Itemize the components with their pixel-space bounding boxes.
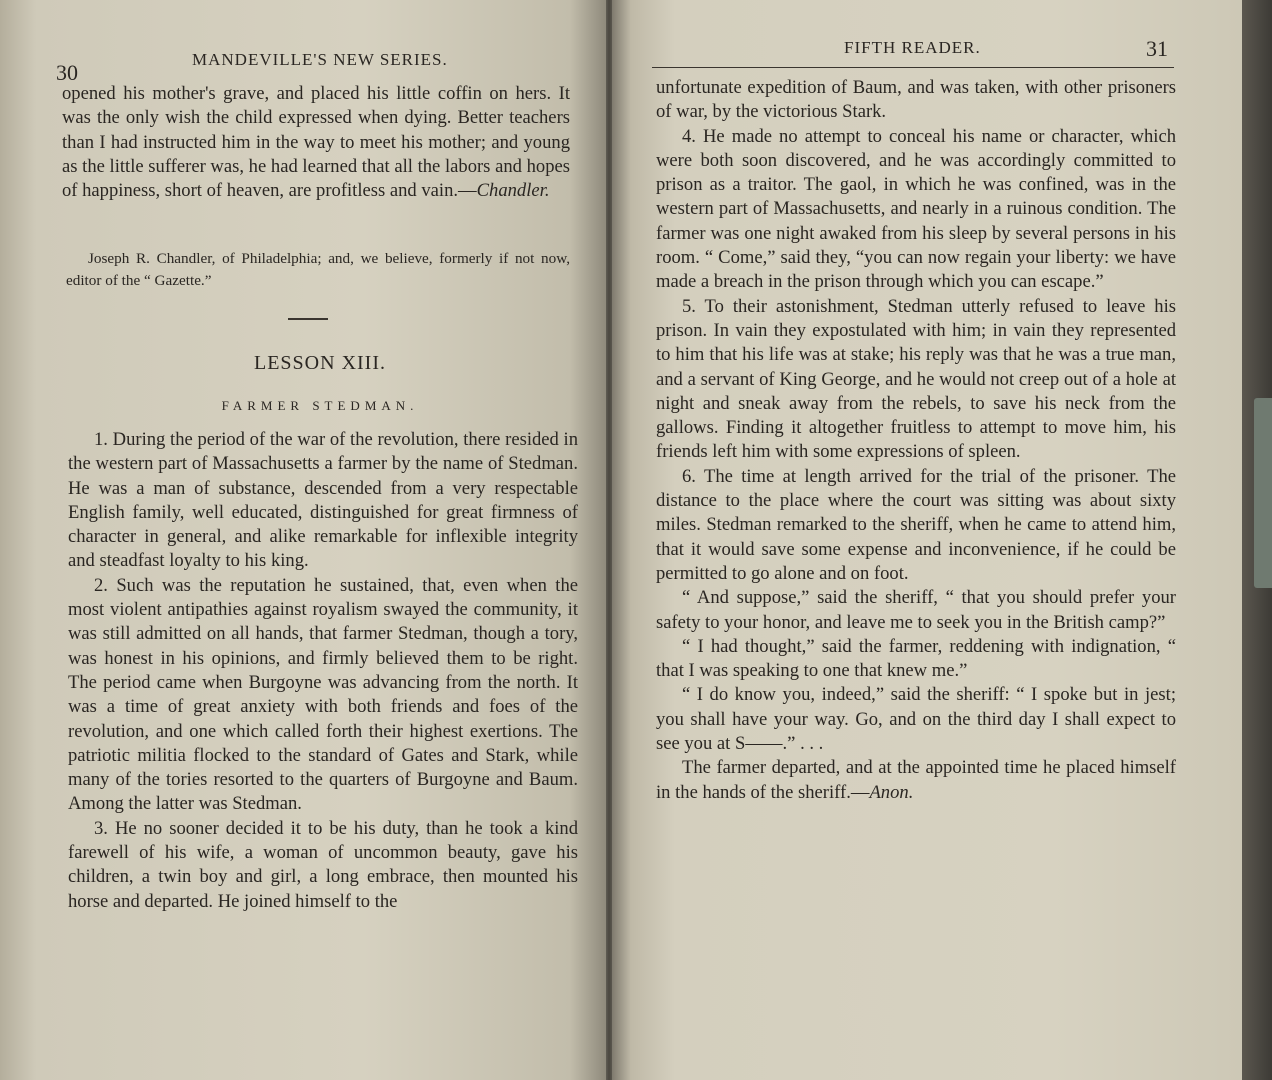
paragraph-2: 2. Such was the reputation he sustained, that, even when the most violent antipathies against royalism swayed the community, it was still admitted on all hands, that farmer Stedman, though a tory, was honest in his opinions, and firmly believed them to be right. The period came when Burgoyne was advancing from the north. It was a time of great anxiety with both friends and foes of the revolution, and one which called forth their highest exertions. The patriotic militia flocked to the standard of Gates and Stark, while many of the tories resorted to the quarters of Burgoyne and Baum. Among the latter was Stedman. [68,574,578,815]
lesson-title: LESSON XIII. [254,352,386,374]
page-number: 31 [1146,36,1168,61]
dialogue-1: “ And suppose,” said the sheriff, “ that you should prefer your safety to your honor, and leave me to seek you in the British camp?” [656,587,1176,633]
lesson-body-continued [656,76,1176,805]
paragraph-6: 6. The time at length arrived for the trial of the prisoner. The distance to the place where the court was sitting was about sixty miles. Stedman remarked to the sheriff, when he came to attend him, that it would save some expense and inconvenience, if he could be permitted to go alone and on foot. [656,465,1176,584]
paragraph-5: 5. To their astonishment, Stedman utterly refused to leave his prison. In vain they expostulated with him; in vain they represented to him that his life was at stake; his reply was that he was a true man, and a servant of King George, and he would not creep out of a hole at night and sneak away from the rebels, to save his neck from the gallows. Finding it altogether fruitless to attempt to move him, his friends left him with some expressions of spleen. [656,295,1176,463]
footnote: Joseph R. Chandler, of Philadelphia; and, we believe, formerly if not now, editor of the “ Gazette.” [66,250,570,289]
dialogue-3: “ I do know you, indeed,” said the sheriff: “ I spoke but in jest; you shall have your way. Go, and on the third day I shall expect to see you at S——.” . . . [656,684,1176,755]
paragraph-continued: unfortunate expedition of Baum, and was taken, with other prisoners of war, by the victorious Stark. [656,77,1176,123]
lesson-body [68,428,578,914]
paragraph-3: 3. He no sooner decided it to be his duty, than he took a kind farewell of his wife, a woman of uncommon beauty, gave his children, a twin boy and girl, a long embrace, then mounted his horse and departed. He joined himself to the [68,817,578,912]
closing-author: Anon. [869,781,914,803]
paragraph-1: 1. During the period of the war of the revolution, there resided in the western part of Massachusetts a farmer by the name of Stedman. He was a man of substance, descended from a very respectable English family, well educated, distinguished for great firmness of character in general, and alike remarkable for inflexible integrity and steadfast loyalty to his king. [68,429,578,572]
running-head: FIFTH READER. [844,38,981,57]
page-tab [1254,398,1272,588]
continuation-text [62,82,570,203]
section-divider [288,318,328,320]
right-page [612,0,1242,1080]
continuation-author: Chandler. [476,180,550,202]
page-number: 30 [56,60,78,85]
continuation-paragraph: opened his mother's grave, and placed his little coffin on hers. It was the only wish the child expressed when dying. Better teachers than I had instructed him in the way to meet his mother; and young as the little sufferer was, he had learned that all the labors and hopes of happiness, short of heaven, are profitless and vain.— [62,83,570,202]
dialogue-2: “ I had thought,” said the farmer, reddening with indignation, “ that I was speaking to one that knew me.” [656,635,1176,682]
left-page [0,0,606,1080]
paragraph-4: 4. He made no attempt to conceal his name or character, which were both soon discovered, and he was accordingly committed to prison as a traitor. The gaol, in which he was confined, was in the western part of Massachusetts, and nearly in a ruinous condition. The farmer was one night awaked from his sleep by several persons in his room. “ Come,” said they, “you can now regain your liberty: we have made a breach in the prison through which you can escape.” [656,125,1176,293]
lesson-subtitle: FARMER STEDMAN. [221,398,419,413]
running-head: MANDEVILLE'S NEW SERIES. [192,50,448,69]
closing-paragraph [656,756,1176,805]
closing-text: The farmer departed, and at the appointed time he placed himself in the hands of the sheriff.— [656,757,1176,803]
header-rule [652,67,1174,68]
